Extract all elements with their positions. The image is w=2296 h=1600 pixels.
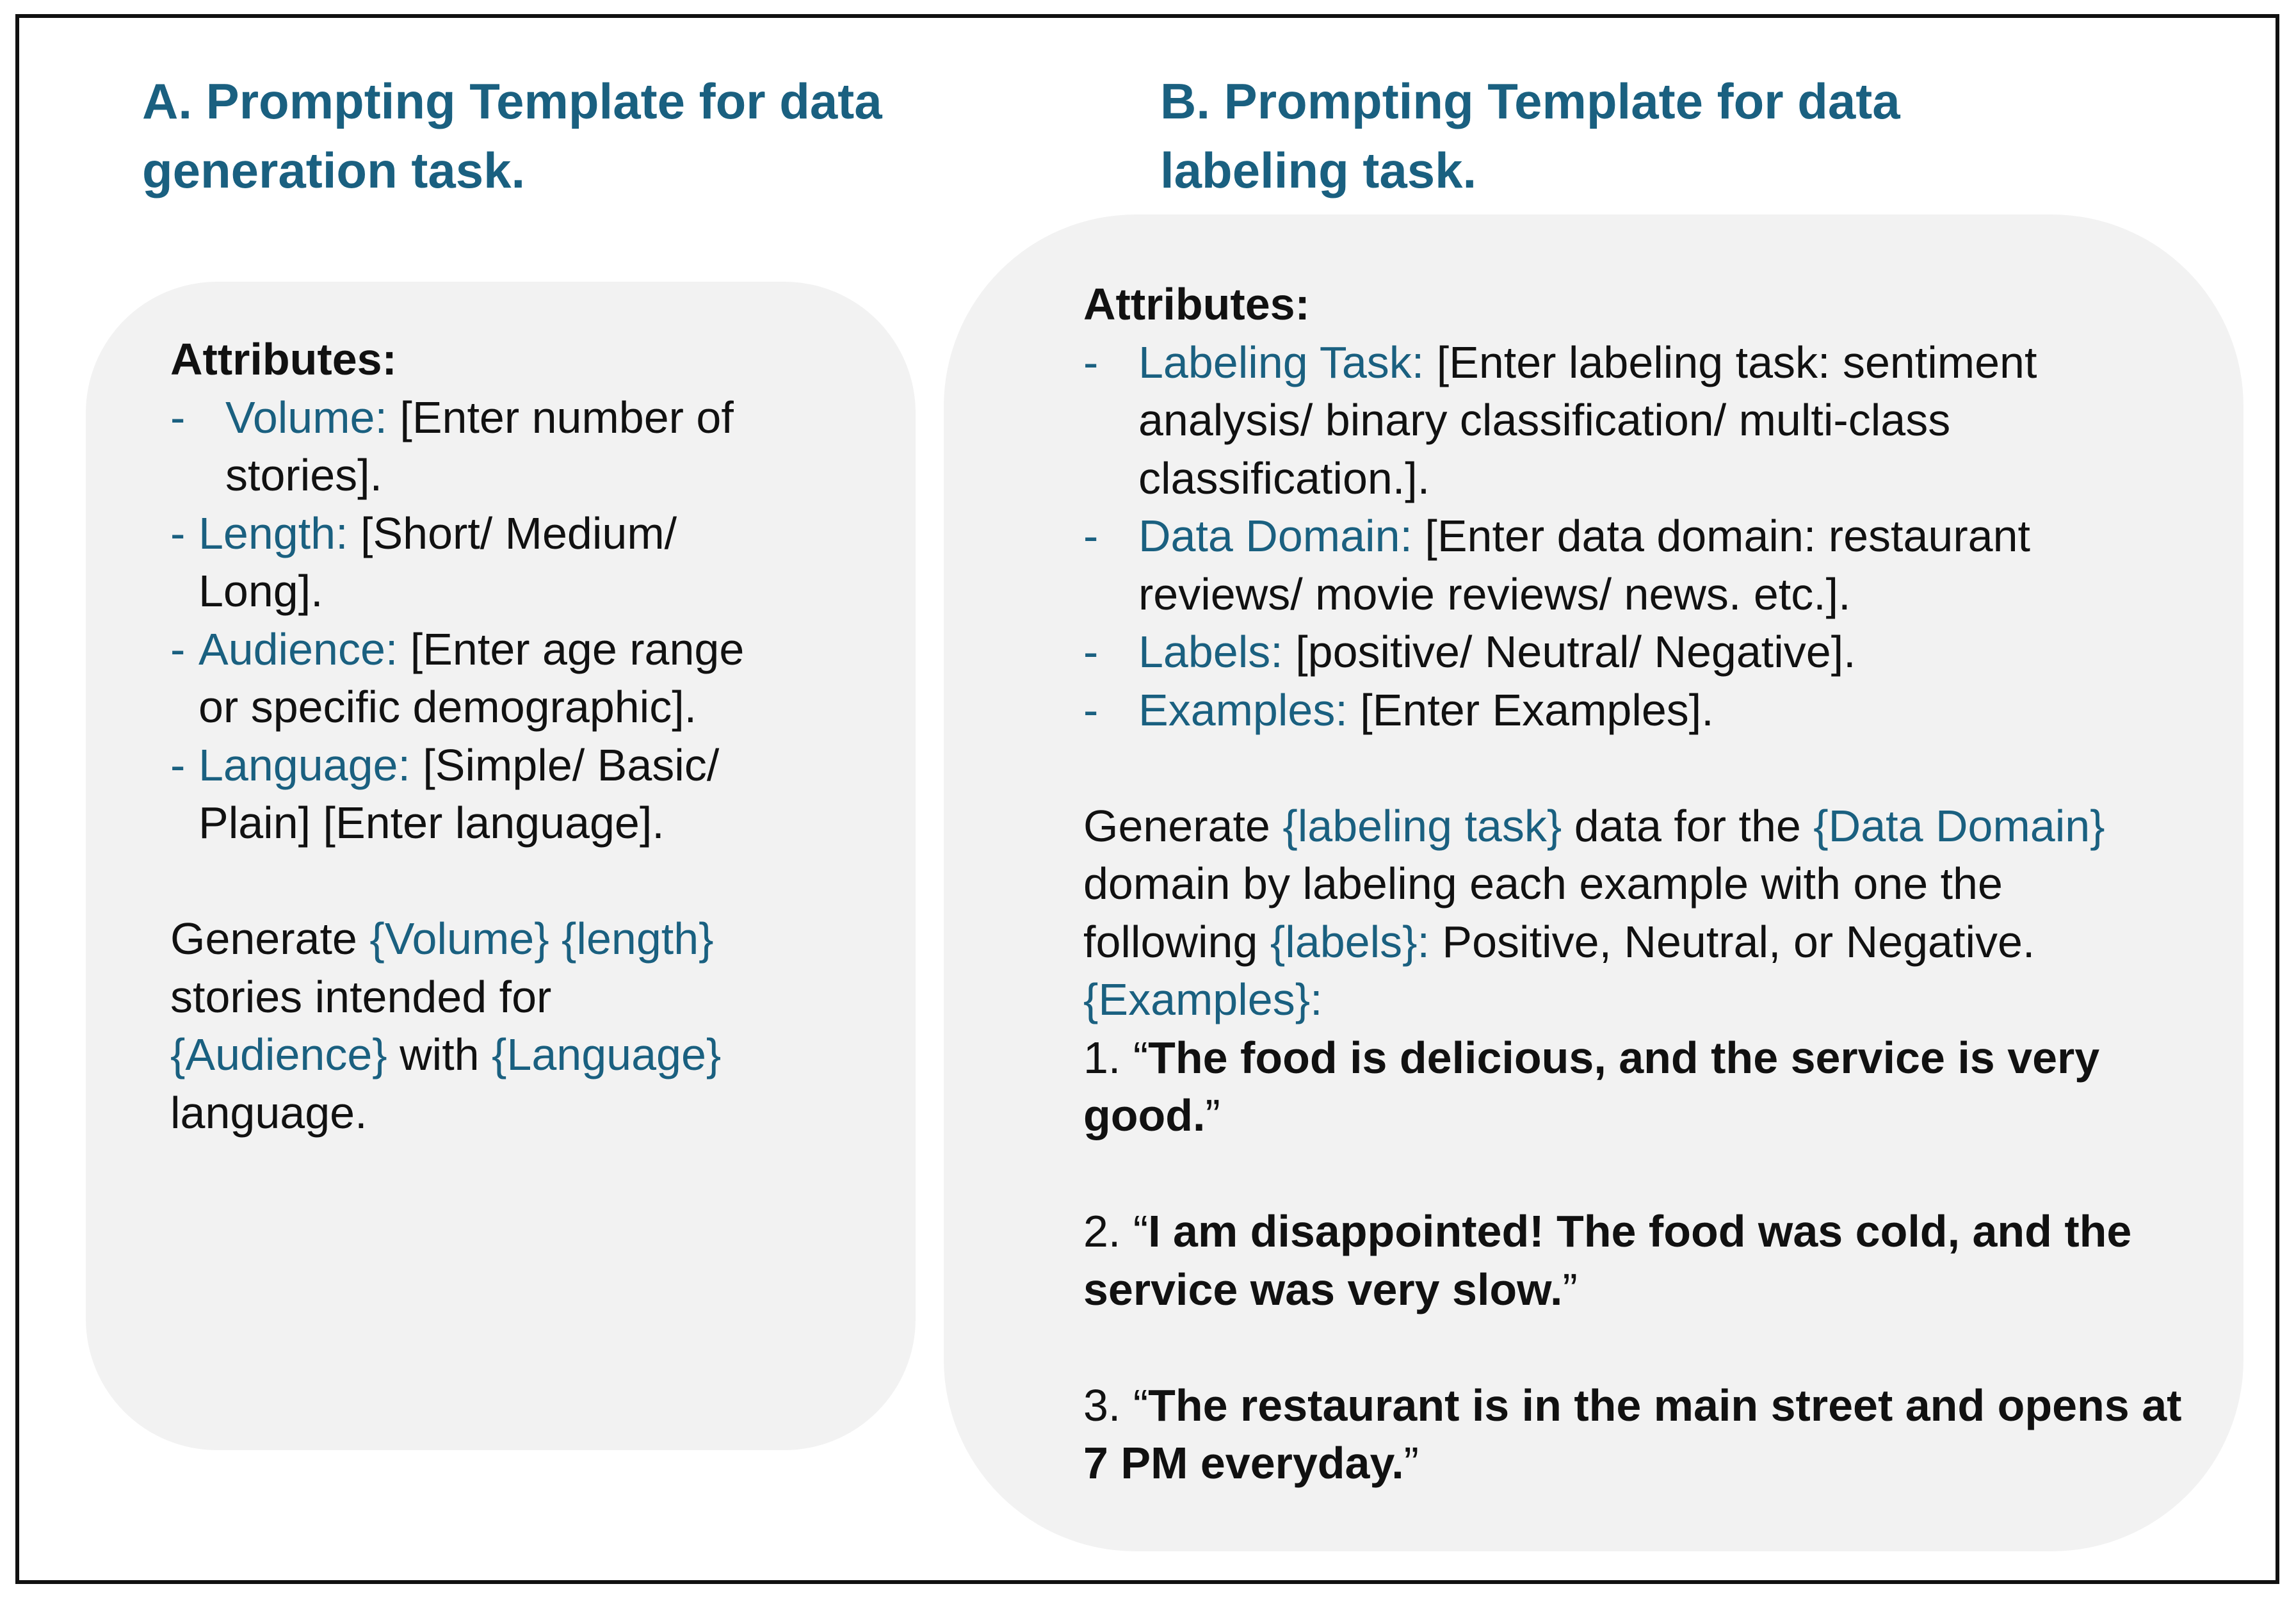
attribute-value: [positive/ Neutral/ Negative].	[1295, 627, 1856, 677]
example-text: The food is delicious, and the service is very	[1148, 1032, 2100, 1083]
attribute-labels	[1083, 623, 2243, 681]
attribute-key: Data Domain:	[1138, 511, 1412, 561]
attribute-length	[170, 505, 916, 620]
attribute-volume	[170, 389, 916, 505]
attribute-value: Long].	[198, 566, 323, 616]
quote-open: “	[1133, 1380, 1149, 1430]
prompt-text: stories intended for	[170, 971, 552, 1022]
heading-b-line1: B. Prompting Template for data	[1160, 73, 1900, 129]
attribute-labeling-task	[1083, 334, 2243, 508]
quote-close: ”	[1562, 1264, 1578, 1314]
bullet-dash: -	[170, 392, 186, 442]
example-text: service was very slow.	[1083, 1264, 1563, 1314]
example-number: 2.	[1083, 1206, 1121, 1256]
attribute-value: [Short/ Medium/	[360, 508, 677, 558]
example-2	[1083, 1202, 2243, 1318]
generation-template-panel	[86, 282, 916, 1450]
bullet-dash: -	[170, 739, 186, 790]
attribute-value: [Enter labeling task: sentiment	[1436, 337, 2037, 387]
prompt-text: data for the	[1574, 800, 1801, 851]
heading-b	[1160, 67, 1900, 205]
quote-open: “	[1133, 1206, 1149, 1256]
heading-a	[142, 67, 882, 205]
attribute-language	[170, 736, 916, 852]
attribute-value: Plain] [Enter language].	[198, 798, 665, 848]
heading-a-line2: generation task.	[142, 142, 526, 198]
bullet-dash: -	[1083, 511, 1099, 561]
quote-close: ”	[1205, 1090, 1220, 1140]
prompt-text: Generate	[1083, 800, 1270, 851]
example-text: I am disappointed! The food was cold, and the	[1148, 1206, 2132, 1256]
attribute-value: stories].	[225, 450, 383, 500]
attribute-key: Length:	[198, 508, 348, 558]
example-text: 7 PM everyday.	[1083, 1438, 1404, 1488]
placeholder-labeling-task: {labeling task}	[1282, 800, 1562, 851]
prompt-text: with	[400, 1030, 480, 1079]
labeling-template-panel	[944, 214, 2243, 1551]
quote-open: “	[1133, 1032, 1149, 1083]
attribute-value: reviews/ movie reviews/ news. etc.].	[1138, 569, 1851, 619]
attribute-value: classification.].	[1138, 453, 1430, 503]
attribute-value: [Enter data domain: restaurant	[1425, 511, 2030, 561]
placeholder-volume: {Volume}	[369, 914, 549, 964]
example-1	[1083, 1029, 2243, 1145]
example-number: 1.	[1083, 1032, 1121, 1083]
attribute-key: Audience:	[198, 624, 398, 674]
example-number: 3.	[1083, 1380, 1121, 1430]
attributes-title-a: Attributes:	[170, 334, 397, 384]
quote-close: ”	[1403, 1438, 1419, 1488]
attribute-value: [Enter number of	[400, 392, 734, 442]
bullet-dash: -	[170, 508, 186, 558]
attributes-title-b: Attributes:	[1083, 279, 1310, 329]
bullet-dash: -	[1083, 627, 1099, 677]
attribute-key: Volume:	[225, 392, 387, 442]
prompt-text: language.	[170, 1087, 368, 1138]
example-3	[1083, 1377, 2243, 1492]
bullet-dash: -	[170, 624, 186, 674]
attribute-audience	[170, 620, 916, 736]
attribute-value: [Enter Examples].	[1360, 684, 1714, 735]
attribute-value: analysis/ binary classification/ multi-class	[1138, 395, 1951, 445]
placeholder-length: {length}	[562, 914, 714, 964]
prompt-text: domain by labeling each example with one the	[1083, 859, 2003, 909]
attribute-key: Labels:	[1138, 627, 1283, 677]
attribute-key: Labeling Task:	[1138, 337, 1425, 387]
example-text: good.	[1083, 1090, 1206, 1140]
placeholder-audience: {Audience}	[170, 1030, 387, 1079]
attribute-value: [Simple/ Basic/	[423, 739, 720, 790]
attribute-value: or specific demographic].	[198, 682, 697, 732]
placeholder-data-domain: {Data Domain}	[1813, 800, 2105, 851]
labeling-prompt	[1083, 797, 2243, 1029]
heading-a-line1: A. Prompting Template for data	[142, 73, 882, 129]
prompt-text: Positive, Neutral, or Negative.	[1442, 916, 2035, 967]
example-text: The restaurant is in the main street and opens at	[1148, 1380, 2182, 1430]
bullet-dash: -	[1083, 684, 1099, 735]
attribute-data-domain	[1083, 507, 2243, 623]
attribute-key: Language:	[198, 739, 410, 790]
placeholder-labels: {labels}:	[1270, 916, 1430, 967]
attribute-examples	[1083, 681, 2243, 739]
prompt-text: Generate	[170, 914, 357, 964]
prompt-text: following	[1083, 916, 1258, 967]
attribute-key: Examples:	[1138, 684, 1348, 735]
generation-prompt	[170, 910, 916, 1142]
placeholder-language: {Language}	[492, 1030, 722, 1079]
placeholder-examples: {Examples}:	[1083, 974, 1323, 1024]
bullet-dash: -	[1083, 337, 1099, 387]
heading-b-line2: labeling task.	[1160, 142, 1477, 198]
attribute-value: [Enter age range	[410, 624, 745, 674]
